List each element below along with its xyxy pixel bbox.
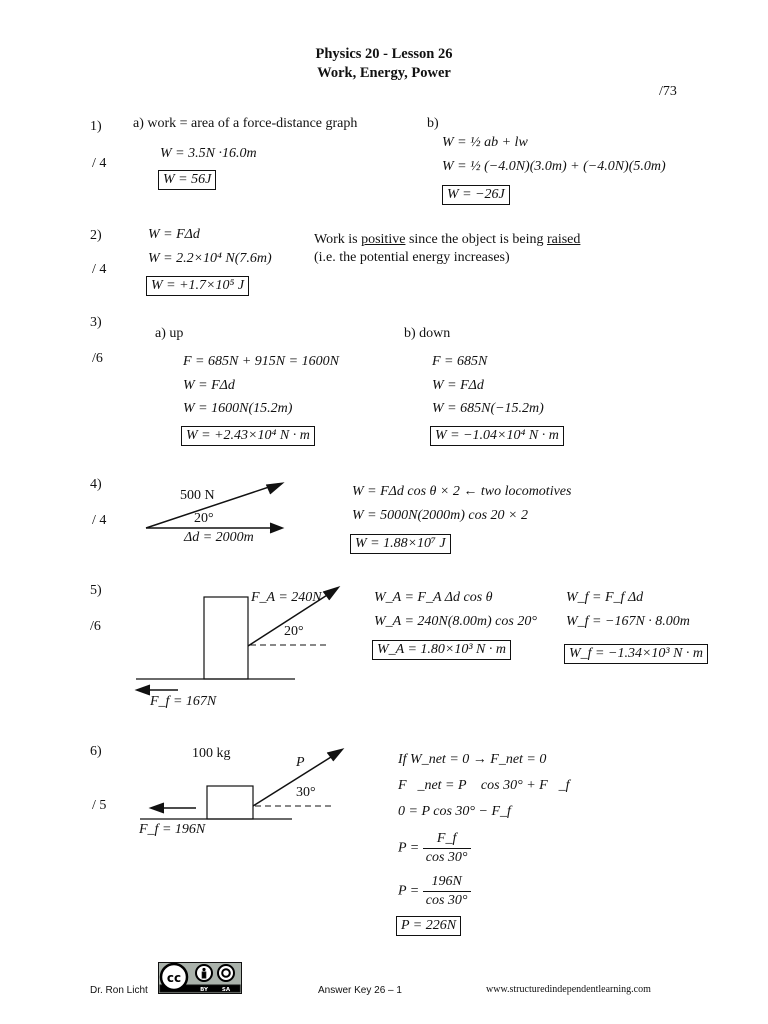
q2-marks: / 4 xyxy=(92,262,107,277)
q3-b-line3: W = 685N(−15.2m) xyxy=(432,401,544,416)
q2-note-pre: Work is xyxy=(314,232,362,247)
q6-line5 xyxy=(398,873,471,910)
q6-line3: 0 = P cos 30° − F_f xyxy=(398,804,511,819)
q3-b-answer: W = −1.04×10⁴ N · m xyxy=(430,426,564,446)
q3-a-answer: W = +2.43×10⁴ N · m xyxy=(181,426,315,446)
q2-note xyxy=(314,232,580,248)
q1-b-line2: W = ½ (−4.0N)(3.0m) + (−4.0N)(5.0m) xyxy=(442,159,666,174)
q5-a-line2: W_A = 240N(8.00m) cos 20° xyxy=(374,614,537,629)
svg-text:SA: SA xyxy=(221,987,231,993)
q2-number: 2) xyxy=(90,228,102,243)
q3-marks: /6 xyxy=(92,351,103,366)
q3-a-line3: W = 1600N(15.2m) xyxy=(183,401,293,416)
q5-b-line2: W_f = −167N · 8.00m xyxy=(566,614,690,629)
q5-friction-label: F_f = 167N xyxy=(150,694,217,709)
q6-line1: If W_net = 0 → F_net = 0 xyxy=(398,752,547,767)
q5-a-answer: W_A = 1.80×10³ N · m xyxy=(372,640,511,660)
q2-note-mid: since the object is being xyxy=(405,232,547,247)
q1-b-line1: W = ½ ab + lw xyxy=(442,135,528,150)
q2-note2: (i.e. the potential energy increases) xyxy=(314,250,510,265)
q6-mass-label: 100 kg xyxy=(192,746,231,761)
q2-note-raised: raised xyxy=(546,232,581,247)
total-marks: /73 xyxy=(659,84,677,99)
q6-line2: F⃗_net = P⃗ cos 30° + F⃗_f xyxy=(398,778,570,793)
q4-line2: W = 5000N(2000m) cos 20 × 2 xyxy=(352,508,528,523)
q4-answer: W = 1.88×10⁷ J xyxy=(350,534,451,554)
q2-note-positive: positive xyxy=(361,232,406,247)
q2-line1: W = FΔd xyxy=(148,227,200,242)
footer-author: Dr. Ron Licht xyxy=(90,985,148,996)
q5-angle-label: 20° xyxy=(284,624,304,639)
q4-displacement-label: Δd = 2000m xyxy=(184,530,254,545)
q3-number: 3) xyxy=(90,315,102,330)
q4-number: 4) xyxy=(90,477,102,492)
q4-line1: W = FΔd cos θ × 2 ← two locomotives xyxy=(352,484,572,499)
q4-force-label: 500 N xyxy=(180,488,215,503)
q3-a-line1: F = 685N + 915N = 1600N xyxy=(183,354,339,369)
q5-marks: /6 xyxy=(90,619,101,634)
svg-text:cc: cc xyxy=(166,971,182,985)
q1-b-label: b) xyxy=(427,116,439,131)
q3-b-line1: F = 685N xyxy=(432,354,488,369)
q6-line4 xyxy=(398,830,471,867)
q2-line2: W = 2.2×10⁴ N(7.6m) xyxy=(148,251,272,266)
cc-by-sa-badge-icon xyxy=(158,962,242,994)
q6-line5-fraction xyxy=(423,873,471,910)
q3-a-label: a) up xyxy=(155,326,184,341)
q3-b-label: b) down xyxy=(404,326,451,341)
q1-marks: / 4 xyxy=(92,156,107,171)
q6-p-label: P⃗ xyxy=(296,755,316,770)
q3-a-line2: W = FΔd xyxy=(183,378,235,393)
q3-b-line2: W = FΔd xyxy=(432,378,484,393)
q5-b-answer: W_f = −1.34×10³ N · m xyxy=(564,644,708,664)
q6-line4-fraction xyxy=(423,830,471,867)
q2-answer: W = +1.7×10⁵ J xyxy=(146,276,249,296)
q6-line5-lhs: P = xyxy=(398,883,420,899)
q4-marks: / 4 xyxy=(92,513,107,528)
q6-line5-denominator: cos 30° xyxy=(425,893,468,908)
footer-url: www.structuredindependentlearning.com xyxy=(486,984,651,995)
q5-number: 5) xyxy=(90,583,102,598)
q6-line4-lhs: P = xyxy=(398,840,420,856)
q6-line5-numerator: 196N xyxy=(423,873,471,892)
svg-text:BY: BY xyxy=(200,987,208,993)
q1-a-line1: W = 3.5N ·16.0m xyxy=(160,146,257,161)
page-title: Physics 20 - Lesson 26 xyxy=(315,46,453,62)
footer-answer-key: Answer Key 26 – 1 xyxy=(318,985,402,996)
q6-number: 6) xyxy=(90,744,102,759)
q1-a-answer: W = 56J xyxy=(158,170,216,190)
q1-b-answer: W = −26J xyxy=(442,185,510,205)
page-subtitle: Work, Energy, Power xyxy=(317,65,451,81)
q6-friction-label: F_f = 196N xyxy=(139,822,206,837)
q6-angle-label: 30° xyxy=(296,785,316,800)
q6-line4-denominator: cos 30° xyxy=(425,850,468,865)
q6-answer: P = 226N xyxy=(396,916,461,936)
q6-marks: / 5 xyxy=(92,798,107,813)
q1-number: 1) xyxy=(90,119,102,134)
q6-line4-numerator: F_f xyxy=(423,830,471,849)
q5-b-line1: W_f = F_f Δd xyxy=(566,590,644,605)
q5-applied-force-label: F_A = 240N xyxy=(251,590,322,605)
q1-a-label: a) work = area of a force-distance graph xyxy=(133,116,358,131)
q5-a-line1: W_A = F_A Δd cos θ xyxy=(374,590,493,605)
q4-angle-label: 20° xyxy=(194,511,214,526)
